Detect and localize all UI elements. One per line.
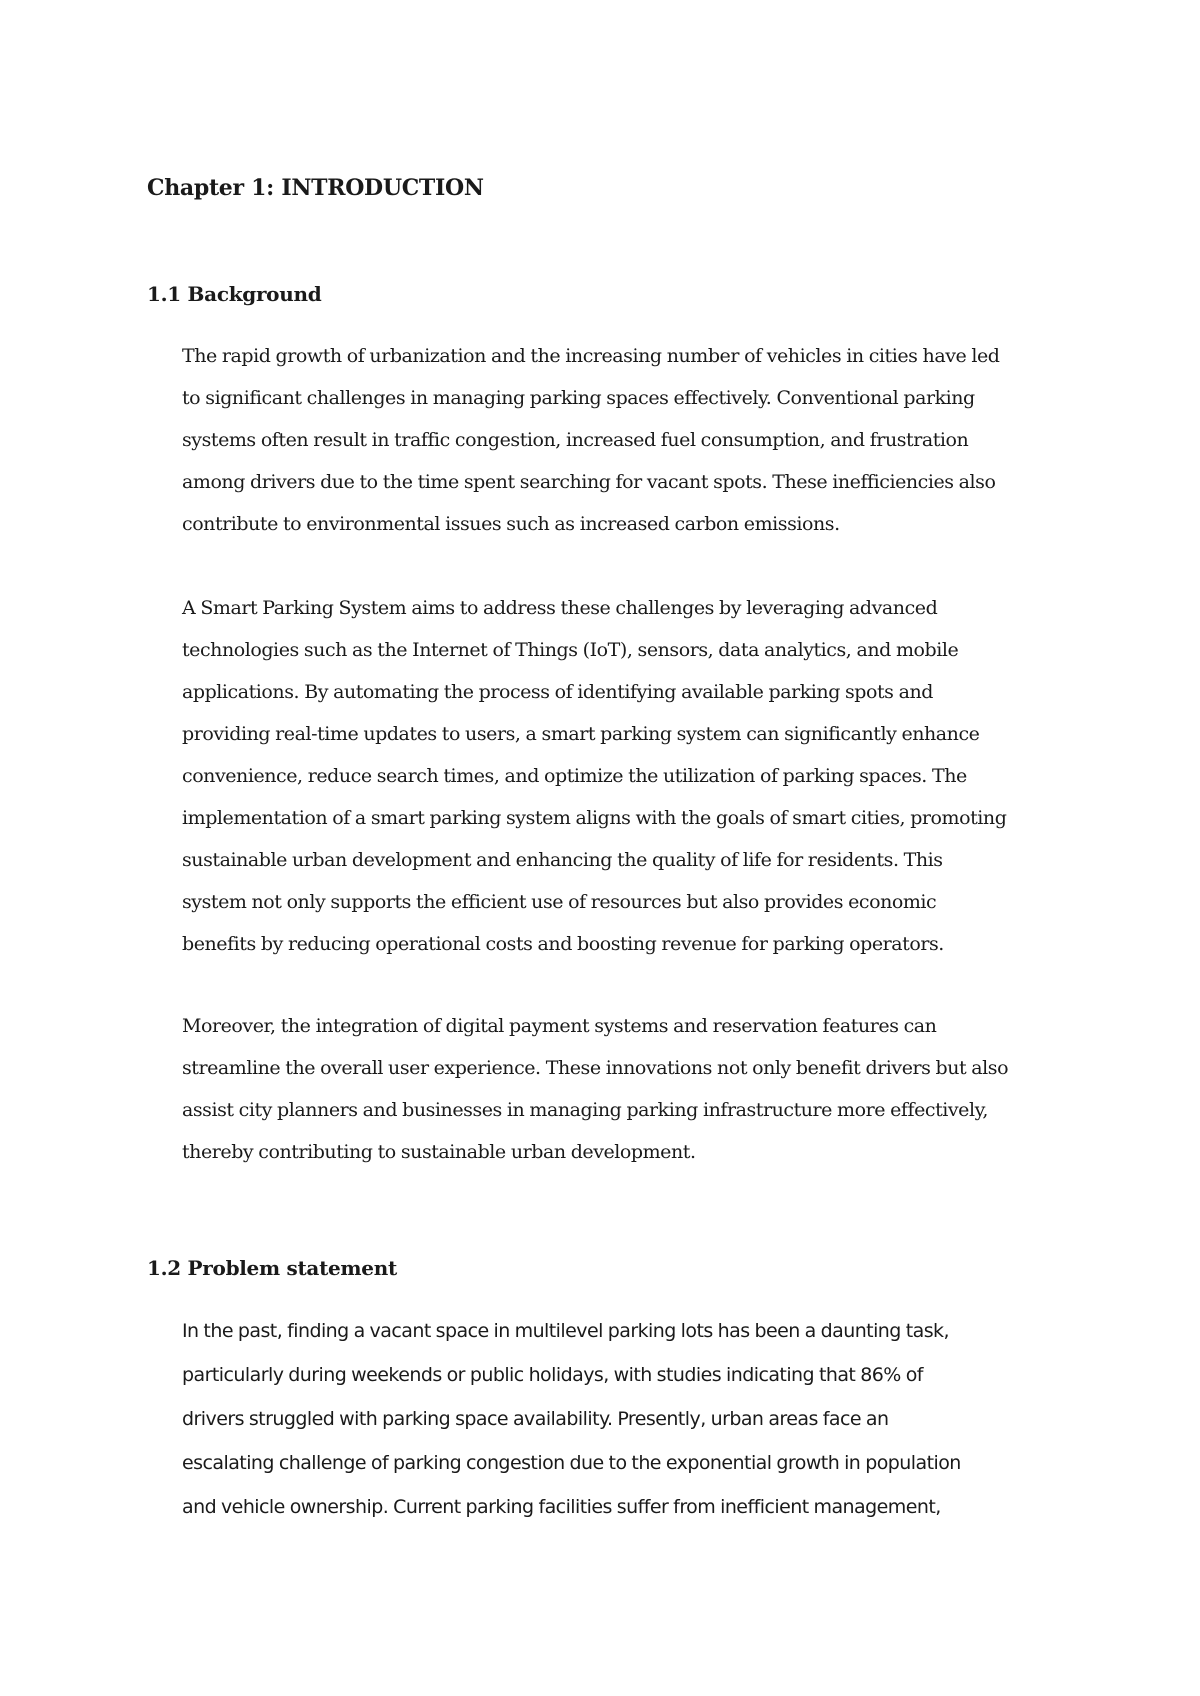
text-line: thereby contributing to sustainable urban development.: [182, 1141, 696, 1163]
text-line: benefits by reducing operational costs and boosting revenue for parking operators.: [182, 933, 944, 955]
text-line: convenience, reduce search times, and optimize the utilization of parking spaces. The: [182, 765, 967, 787]
text-line: and vehicle ownership. Current parking facilities suffer from inefficient management,: [182, 1496, 941, 1518]
background-paragraph-1: [182, 335, 1062, 545]
text-line: systems often result in traffic congestion, increased fuel consumption, and frustration: [182, 429, 969, 451]
text-line: to significant challenges in managing parking spaces effectively. Conventional parking: [182, 387, 975, 409]
section-heading-problem-statement: 1.2 Problem statement: [147, 1256, 397, 1280]
text-line: particularly during weekends or public holidays, with studies indicating that 86% of: [182, 1364, 923, 1386]
text-line: applications. By automating the process of identifying available parking spots and: [182, 681, 933, 703]
text-line: technologies such as the Internet of Things (IoT), sensors, data analytics, and mobile: [182, 639, 959, 661]
text-line: among drivers due to the time spent searching for vacant spots. These inefficiencies also: [182, 471, 996, 493]
chapter-title: Chapter 1: INTRODUCTION: [147, 175, 484, 201]
text-line: streamline the overall user experience. These innovations not only benefit drivers but also: [182, 1057, 1009, 1079]
text-line: In the past, finding a vacant space in multilevel parking lots has been a daunting task,: [182, 1320, 949, 1342]
text-line: The rapid growth of urbanization and the increasing number of vehicles in cities have led: [182, 345, 1000, 367]
text-line: providing real-time updates to users, a smart parking system can significantly enhance: [182, 723, 980, 745]
text-line: contribute to environmental issues such as increased carbon emissions.: [182, 513, 840, 535]
background-paragraph-2: [182, 587, 1062, 965]
problem-statement-paragraph: [182, 1309, 1062, 1529]
text-line: Moreover, the integration of digital payment systems and reservation features can: [182, 1015, 937, 1037]
background-paragraph-3: [182, 1005, 1062, 1173]
text-line: implementation of a smart parking system aligns with the goals of smart cities, promoting: [182, 807, 1007, 829]
section-heading-background: 1.1 Background: [147, 282, 322, 306]
text-line: escalating challenge of parking congestion due to the exponential growth in population: [182, 1452, 961, 1474]
text-line: A Smart Parking System aims to address these challenges by leveraging advanced: [182, 597, 938, 619]
text-line: assist city planners and businesses in managing parking infrastructure more effectively,: [182, 1099, 988, 1121]
text-line: drivers struggled with parking space availability. Presently, urban areas face an: [182, 1408, 889, 1430]
text-line: sustainable urban development and enhancing the quality of life for residents. This: [182, 849, 943, 871]
text-line: system not only supports the efficient use of resources but also provides economic: [182, 891, 937, 913]
